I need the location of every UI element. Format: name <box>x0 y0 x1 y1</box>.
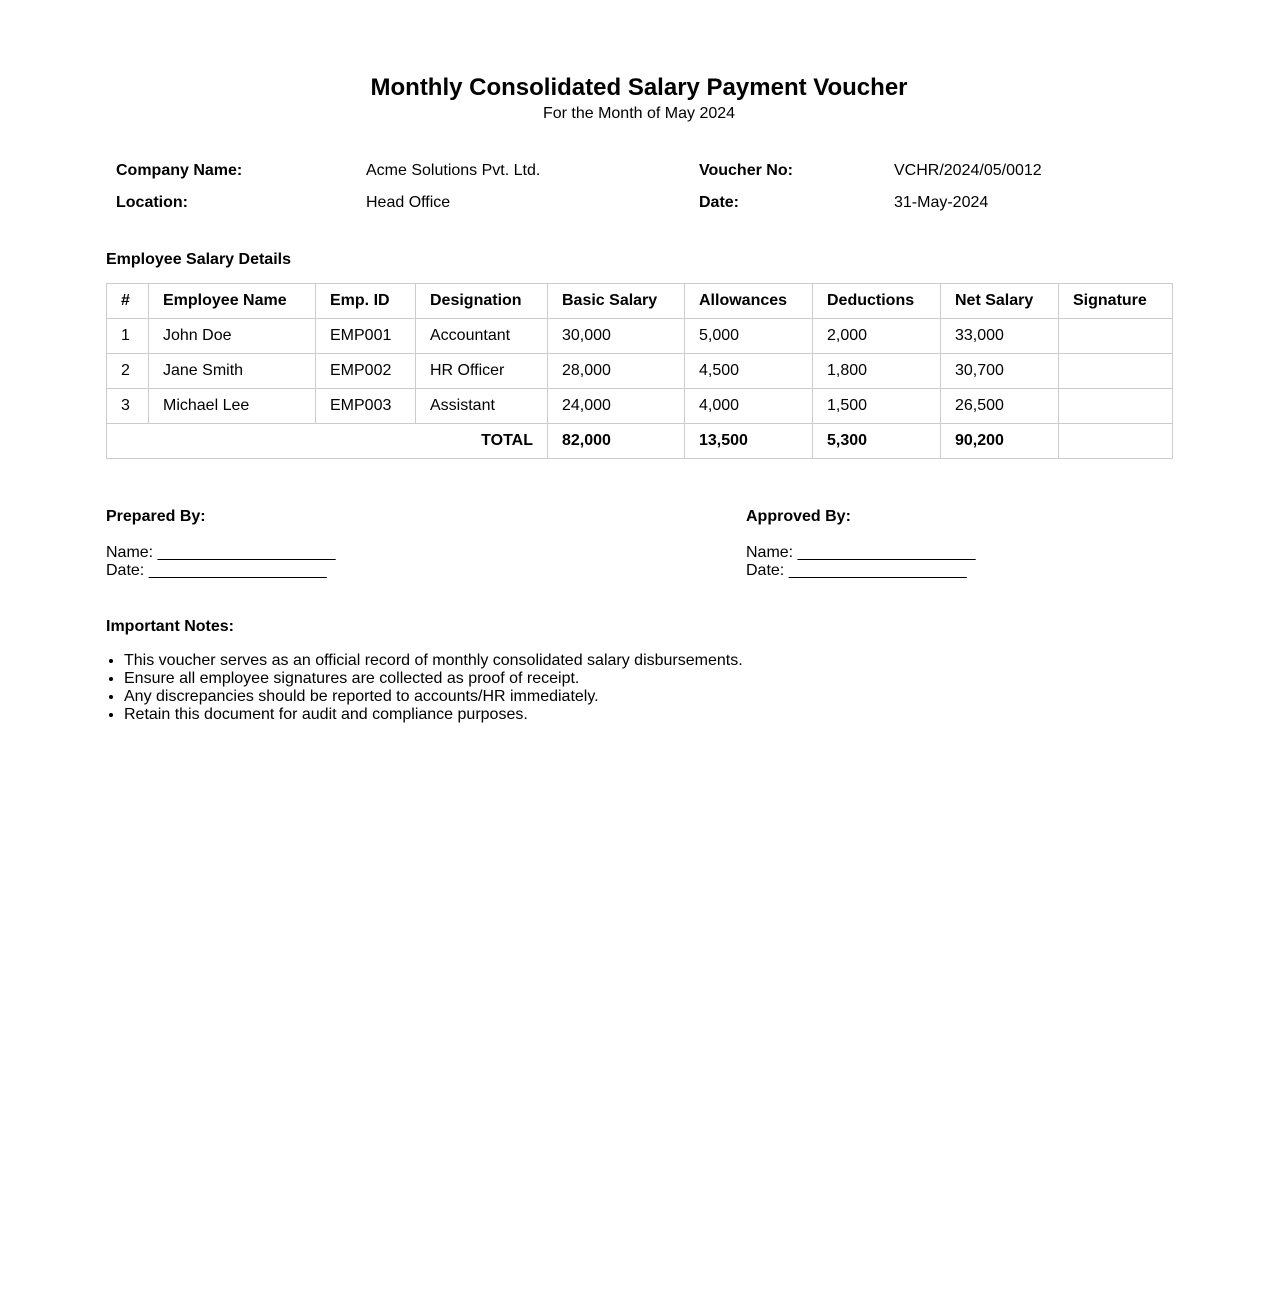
info-row <box>106 155 1104 187</box>
prepared-by-title: Prepared By: <box>106 508 206 525</box>
date-label: Date: <box>699 194 740 211</box>
column-header-emp-id: Emp. ID <box>316 284 416 319</box>
column-header-net-salary: Net Salary <box>941 284 1059 319</box>
total-deductions: 5,300 <box>813 424 941 459</box>
prepared-date-field: Date: ____________________ <box>106 562 327 579</box>
list-item: • Ensure all employee signatures are collected as proof of receipt. <box>124 670 743 688</box>
cell-basic-salary: 30,000 <box>548 319 685 354</box>
notes-list <box>106 652 743 724</box>
company-value: Acme Solutions Pvt. Ltd. <box>366 162 541 179</box>
column-header-allowances: Allowances <box>685 284 813 319</box>
total-label: TOTAL <box>107 424 548 459</box>
cell-allowances: 4,000 <box>685 389 813 424</box>
column-header-deductions: Deductions <box>813 284 941 319</box>
cell-emp-id: EMP003 <box>316 389 416 424</box>
voucher-info-table <box>106 155 1104 219</box>
cell-allowances: 4,500 <box>685 354 813 389</box>
cell-signature <box>1059 319 1173 354</box>
cell-net-salary: 30,700 <box>941 354 1059 389</box>
approved-date-field: Date: ____________________ <box>746 562 967 579</box>
approved-name-field: Name: ____________________ <box>746 544 976 561</box>
column-header-number: # <box>107 284 149 319</box>
cell-basic-salary: 24,000 <box>548 389 685 424</box>
table-row <box>107 389 1173 424</box>
cell-designation: Assistant <box>416 389 548 424</box>
info-row <box>106 187 1104 219</box>
prepared-by-block <box>106 508 336 580</box>
cell-employee-name: Jane Smith <box>149 354 316 389</box>
list-item: • This voucher serves as an official record of monthly consolidated salary disbursements. <box>124 652 743 670</box>
table-row <box>107 354 1173 389</box>
table-header-row <box>107 284 1173 319</box>
cell-basic-salary: 28,000 <box>548 354 685 389</box>
location-value: Head Office <box>366 194 451 211</box>
total-signature <box>1059 424 1173 459</box>
page-title: Monthly Consolidated Salary Payment Voucher <box>370 74 908 101</box>
total-row <box>107 424 1173 459</box>
cell-emp-id: EMP002 <box>316 354 416 389</box>
salary-section-title: Employee Salary Details <box>106 251 291 268</box>
location-label: Location: <box>116 194 188 211</box>
cell-allowances: 5,000 <box>685 319 813 354</box>
cell-employee-name: John Doe <box>149 319 316 354</box>
table-row <box>107 319 1173 354</box>
cell-signature <box>1059 389 1173 424</box>
total-net-salary: 90,200 <box>941 424 1059 459</box>
total-allowances: 13,500 <box>685 424 813 459</box>
cell-employee-name: Michael Lee <box>149 389 316 424</box>
column-header-designation: Designation <box>416 284 548 319</box>
list-item: • Retain this document for audit and compliance purposes. <box>124 706 743 724</box>
cell-deductions: 1,500 <box>813 389 941 424</box>
cell-emp-id: EMP001 <box>316 319 416 354</box>
cell-designation: Accountant <box>416 319 548 354</box>
cell-net-salary: 33,000 <box>941 319 1059 354</box>
cell-deductions: 2,000 <box>813 319 941 354</box>
company-label: Company Name: <box>116 162 243 179</box>
column-header-employee-name: Employee Name <box>149 284 316 319</box>
notes-title: Important Notes: <box>106 618 234 635</box>
cell-net-salary: 26,500 <box>941 389 1059 424</box>
prepared-name-field: Name: ____________________ <box>106 544 336 561</box>
cell-number: 2 <box>107 354 149 389</box>
cell-number: 1 <box>107 319 149 354</box>
approved-by-title: Approved By: <box>746 508 851 525</box>
approved-by-block <box>746 508 976 580</box>
voucher-value: VCHR/2024/05/0012 <box>894 162 1042 179</box>
cell-signature <box>1059 354 1173 389</box>
salary-table <box>106 283 1173 459</box>
cell-deductions: 1,800 <box>813 354 941 389</box>
list-item: • Any discrepancies should be reported to accounts/HR immediately. <box>124 688 743 706</box>
column-header-basic-salary: Basic Salary <box>548 284 685 319</box>
total-basic-salary: 82,000 <box>548 424 685 459</box>
cell-designation: HR Officer <box>416 354 548 389</box>
page-subtitle: For the Month of May 2024 <box>542 105 736 122</box>
column-header-signature: Signature <box>1059 284 1173 319</box>
cell-number: 3 <box>107 389 149 424</box>
voucher-label: Voucher No: <box>699 162 793 179</box>
date-value: 31-May-2024 <box>894 194 989 211</box>
